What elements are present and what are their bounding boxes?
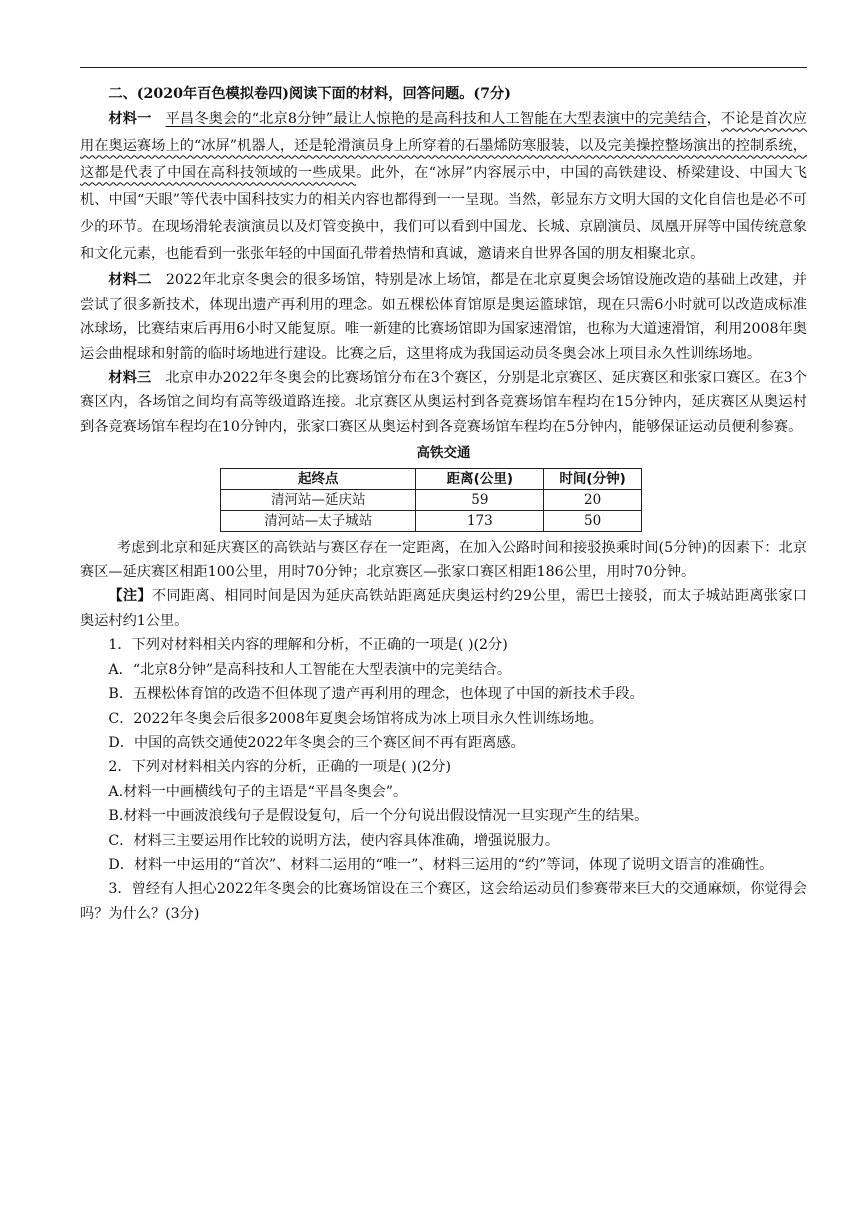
material-three	[80, 366, 807, 439]
table-header-distance: 距离(公里)	[416, 468, 544, 489]
material-three-text: 北京申办2022年冬奥会的比赛场馆分布在3个赛区，分别是北京赛区、延庆赛区和张家口赛区。在3个赛区内，各场馆之间均有高等级道路连接。北京赛区从奥运村到各竞赛场馆车程均在15分钟内，延庆赛区从奥运村到各竞赛场馆车程均在10分钟内，张家口赛区从奥运村到各竞赛场馆车程均在5分钟内，能够保证运动员便利参赛。	[80, 370, 807, 435]
table-caption: 高铁交通	[416, 445, 471, 462]
note-label: 【注】	[108, 588, 152, 605]
q2-option-c: C．材料三主要运用作比较的说明方法，使内容具体准确，增强说服力。	[108, 832, 560, 849]
material-two	[80, 268, 807, 366]
question-title: 二、(2020年百色模拟卷四)阅读下面的材料，回答问题。(7分)	[108, 86, 511, 102]
material-one	[80, 106, 807, 268]
underlined-sentence: 平昌冬奥会的“北京8分钟”最让人惊艳的是高科技和人工智能在大型表演中的完美结合	[165, 111, 707, 128]
q1-stem: 1．下列对材料相关内容的理解和分析，不正确的一项是( )(2分)	[108, 637, 508, 654]
table-row	[221, 489, 642, 510]
q2-option-b: B.材料一中画波浪线句子是假设复句，后一个分句说出假设情况一旦实现产生的结果。	[108, 808, 649, 825]
material-one-comma: ，	[706, 111, 721, 128]
rail-table	[220, 468, 642, 532]
q1-option-d: D．中国的高铁交通使2022年冬奥会的三个赛区间不再有距离感。	[108, 734, 525, 751]
table-cell-distance: 173	[416, 510, 544, 531]
table-cell-time: 20	[544, 489, 642, 510]
table-header-route: 起终点	[221, 468, 416, 489]
document-content	[80, 82, 807, 926]
note-text: 不同距离、相同时间是因为延庆高铁站距离延庆奥运村约29公里，需巴士接驳，而太子城站距离张家口奥运村约1公里。	[80, 588, 807, 629]
q2-option-d: D．材料一中运用的“首次”、材料二运用的“唯一”、材料三运用的“约”等词，体现了说明文语言的准确性。	[108, 856, 774, 873]
header-rule	[80, 67, 807, 68]
table-cell-distance: 59	[416, 489, 544, 510]
q1-option-a: A．“北京8分钟”是高科技和人工智能在大型表演中的完美结合。	[108, 661, 512, 678]
table-cell-route: 清河站—延庆站	[221, 489, 416, 510]
material-two-text: 2022年北京冬奥会的很多场馆，特别是冰上场馆，都是在北京夏奥会场馆设施改造的基础上改建，并尝试了很多新技术，体现出遗产再利用的理念。如五棵松体育馆原是奥运篮球馆，现在只需6小时就可以改造成标准冰球场，比赛结束后再用6小时又能复原。唯一新建的比赛场馆即为国家速滑馆，也称为大道速滑馆，利用2008年奥运会曲棍球和射箭的临时场地进行建设。比赛之后，这里将成为我国运动员冬奥会冰上项目永久性训练场地。	[80, 272, 807, 362]
table-row	[221, 510, 642, 531]
note	[80, 584, 807, 633]
table-cell-route: 清河站—太子城站	[221, 510, 416, 531]
q3-stem: 3．曾经有人担心2022年冬奥会的比赛场馆设在三个赛区，这会给运动员们参赛带来巨大的交通麻烦，你觉得会吗？为什么？(3分)	[80, 881, 807, 922]
after-table-text: 考虑到北京和延庆赛区的高铁站与赛区存在一定距离，在加入公路时间和接驳换乘时间(5分钟)的因素下：北京赛区—延庆赛区相距100公里，用时70分钟；北京赛区—张家口赛区相距186公里，用时70分钟。	[80, 539, 807, 581]
table-cell-time: 50	[544, 510, 642, 531]
material-one-rest: 。此外，在“冰屏”内容展示中，中国的高铁建设、桥梁建设、中国大飞机、中国“天眼”等代表中国科技实力的相关内容也都得到一一呈现。当然，彰显东方文明大国的文化自信也是必不可少的环节。在现场滑轮表演演员以及灯管变换中，我们可以看到中国龙、长城、京剧演员、凤凰开屏等中国传统意象和文化元素，也能看到一张张年轻的中国面孔带着热情和真诚，邀请来自世界各国的朋友相聚北京。	[80, 165, 807, 263]
q1-option-b: B．五棵松体育馆的改造不但体现了遗产再利用的理念，也体现了中国的新技术手段。	[108, 686, 644, 703]
material-three-label: 材料三	[108, 370, 152, 387]
material-one-label: 材料一	[108, 111, 152, 128]
material-two-label: 材料二	[108, 272, 152, 289]
wavy-sentence: 不论是首次应用在奥运赛场上的“冰屏”机器人，还是轮滑演员身上所穿着的石墨烯防寒服装，以及完美操控整场演出的控制系统，这都是代表了中国在高科技领域的一些成果	[80, 111, 807, 182]
q1-option-c: C．2022年冬奥会后很多2008年夏奥会场馆将成为冰上项目永久性训练场地。	[108, 710, 603, 727]
q2-option-a: A.材料一中画横线句子的主语是“平昌冬奥会”。	[108, 783, 408, 800]
q2-stem: 2．下列对材料相关内容的分析，正确的一项是( )(2分)	[108, 759, 452, 776]
table-header-row	[221, 468, 642, 489]
table-header-time: 时间(分钟)	[544, 468, 642, 489]
